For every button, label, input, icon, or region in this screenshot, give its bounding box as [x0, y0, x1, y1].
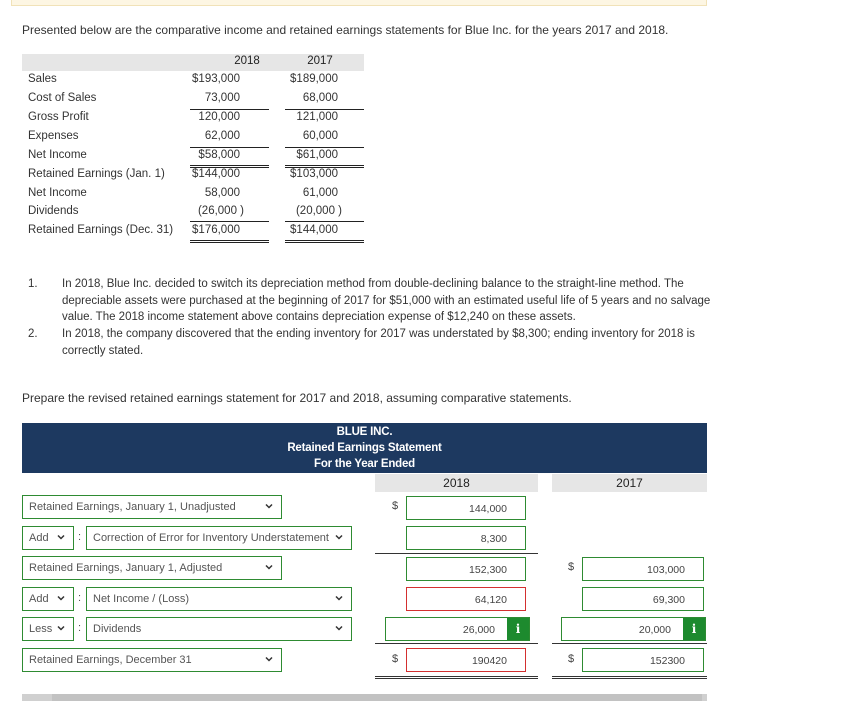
- chevron-down-icon: [263, 653, 275, 665]
- row4-2017-input[interactable]: 69,300: [582, 587, 704, 611]
- column-header-2018: 2018: [375, 474, 538, 492]
- row2-operator-select[interactable]: Add: [22, 526, 74, 550]
- note-text: In 2018, the company discovered that the ending inventory for 2017 was understated by $8,300; ending inventory for 2018 is correctly stated.: [62, 328, 695, 357]
- statement-title: Retained Earnings Statement: [287, 442, 442, 454]
- double-underline: [552, 678, 707, 679]
- row2-account-select[interactable]: Correction of Error for Inventory Understatement: [86, 526, 352, 550]
- statement-period: For the Year Ended: [314, 458, 415, 470]
- chevron-down-icon: [333, 592, 345, 604]
- info-icon[interactable]: i: [683, 618, 705, 640]
- table-row: Net Income 58,000 61,000: [28, 187, 338, 199]
- row5-2018-input[interactable]: 26,000 i: [385, 617, 530, 641]
- chevron-down-icon: [263, 561, 275, 573]
- separator-colon: :: [78, 622, 82, 634]
- row4-2018-input[interactable]: 64,120: [406, 587, 526, 611]
- info-icon[interactable]: i: [507, 618, 529, 640]
- table-row: Expenses 62,000 60,000: [28, 130, 338, 142]
- chevron-down-icon: [55, 531, 67, 543]
- separator-colon: :: [78, 592, 82, 604]
- row6-account-select[interactable]: Retained Earnings, December 31: [22, 648, 282, 672]
- double-underline: [375, 678, 538, 679]
- row4-account-select[interactable]: Net Income / (Loss): [86, 587, 352, 611]
- row6-2018-input[interactable]: 190420: [406, 648, 526, 672]
- double-underline: [190, 242, 269, 243]
- currency-symbol: $: [392, 500, 399, 512]
- row6-2017-input[interactable]: 152300: [582, 648, 704, 672]
- scrollbar-thumb[interactable]: [52, 694, 702, 701]
- table-row: Retained Earnings (Jan. 1) $144,000 $103,000: [28, 168, 338, 180]
- currency-symbol: $: [392, 653, 399, 665]
- row1-2018-input[interactable]: 144,000: [406, 496, 526, 520]
- table-row: Cost of Sales 73,000 68,000: [28, 92, 338, 104]
- double-underline: [285, 240, 364, 241]
- column-header-2017: 2017: [552, 474, 707, 492]
- horizontal-scrollbar[interactable]: [22, 694, 707, 701]
- row1-account-select[interactable]: Retained Earnings, January 1, Unadjusted: [22, 495, 282, 519]
- row2-2018-input[interactable]: 8,300: [406, 526, 526, 550]
- statement-header: [22, 423, 707, 473]
- note-number: 1.: [28, 278, 38, 290]
- double-underline: [190, 240, 269, 241]
- chevron-down-icon: [55, 622, 67, 634]
- note-number: 2.: [28, 328, 38, 340]
- header-2017: 2017: [307, 55, 333, 67]
- header-2018: 2018: [234, 55, 260, 67]
- top-notice-bar: [11, 0, 707, 6]
- row3-2018-input[interactable]: 152,300: [406, 557, 526, 581]
- table-header: [22, 54, 364, 71]
- double-underline: [285, 242, 364, 243]
- chevron-down-icon: [263, 500, 275, 512]
- underline: [552, 643, 707, 644]
- table-row: Net Income $58,000 $61,000: [28, 149, 338, 161]
- chevron-down-icon: [333, 531, 345, 543]
- table-row: Sales $193,000 $189,000: [28, 73, 338, 85]
- table-row: Dividends (26,000 ) (20,000 ): [28, 205, 342, 217]
- row3-2017-input[interactable]: 103,000: [582, 557, 704, 581]
- row4-operator-select[interactable]: Add: [22, 587, 74, 611]
- row5-2017-input[interactable]: 20,000 i: [561, 617, 706, 641]
- double-underline: [552, 676, 707, 677]
- row5-operator-select[interactable]: Less: [22, 617, 74, 641]
- chevron-down-icon: [333, 622, 345, 634]
- underline: [375, 553, 538, 554]
- table-row: Gross Profit 120,000 121,000: [28, 111, 338, 123]
- row3-account-select[interactable]: Retained Earnings, January 1, Adjusted: [22, 556, 282, 580]
- double-underline: [375, 676, 538, 677]
- separator-colon: :: [78, 531, 82, 543]
- company-name: BLUE INC.: [336, 426, 393, 438]
- row5-account-select[interactable]: Dividends: [86, 617, 352, 641]
- intro-text: Presented below are the comparative income and retained earnings statements for Blue Inc. for the years 2017 and 2018.: [22, 23, 669, 37]
- underline: [375, 643, 538, 644]
- instruction-text: Prepare the revised retained earnings statement for 2017 and 2018, assuming comparative statements.: [22, 391, 572, 405]
- chevron-down-icon: [55, 592, 67, 604]
- currency-symbol: $: [568, 653, 575, 665]
- currency-symbol: $: [568, 561, 575, 573]
- note-text: In 2018, Blue Inc. decided to switch its depreciation method from double-declining balance to the straight-line method. The depreciable assets were purchased at the beginning of 2017 for $51,000 with an estimated useful life of 5 years and no salvage value. The 2018 income statement above contains depreciation expense of $12,240 on these assets.: [62, 278, 711, 323]
- table-row: Retained Earnings (Dec. 31) $176,000 $144,000: [28, 224, 338, 236]
